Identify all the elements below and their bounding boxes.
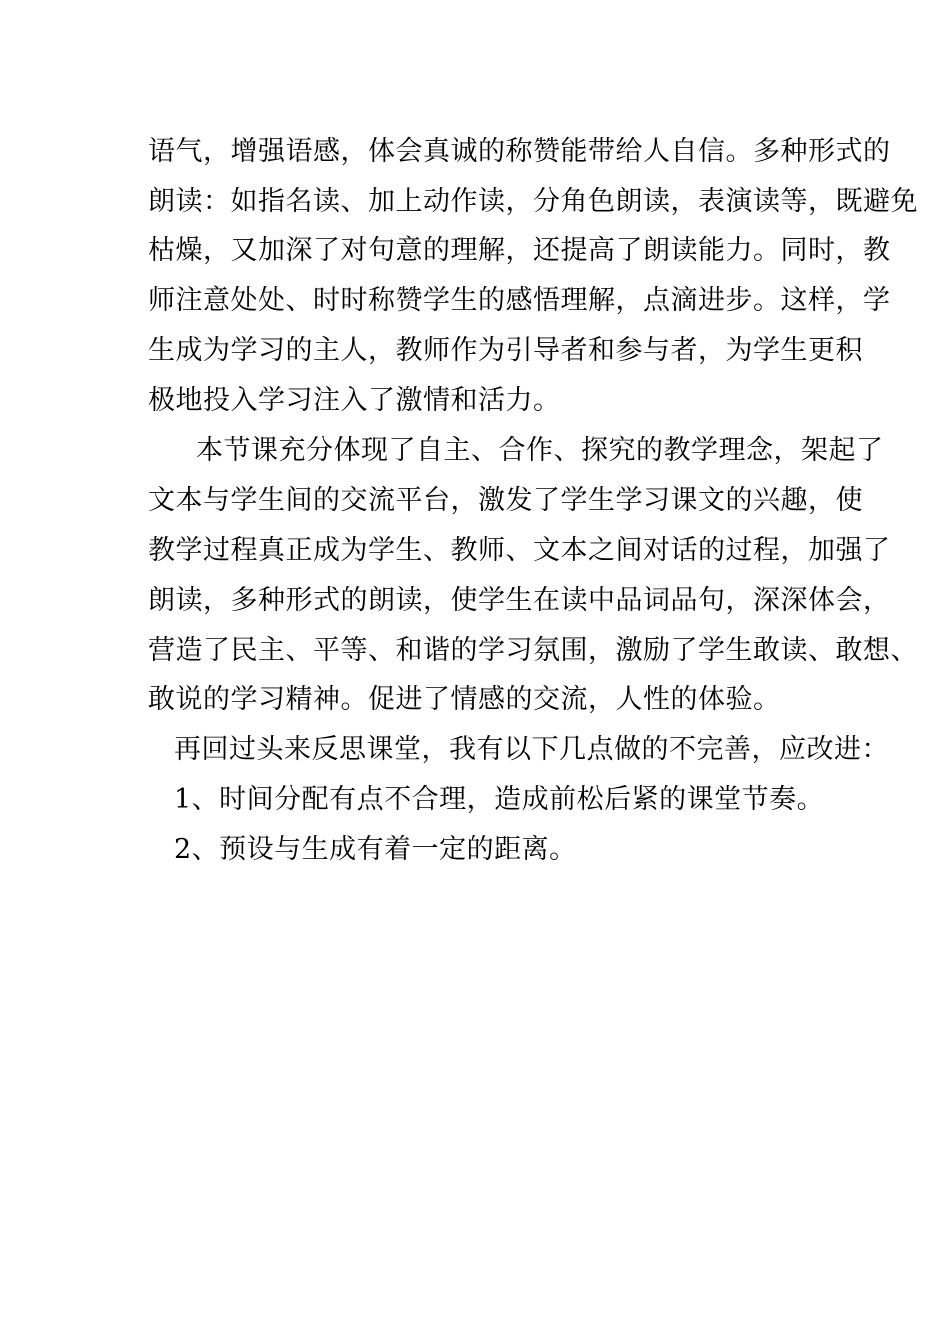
paragraph-1-line-6: 极地投入学习注入了激情和活力。 xyxy=(148,385,561,416)
paragraph-2-line-2: 文本与学生间的交流平台，激发了学生学习课文的兴趣，使 xyxy=(148,485,863,516)
paragraph-1-line-3: 枯燥，又加深了对句意的理解，还提高了朗读能力。同时，教 xyxy=(148,235,891,266)
improvement-item-2: 2、预设与生成有着一定的距离。 xyxy=(174,834,577,865)
paragraph-1-line-4: 师注意处处、时时称赞学生的感悟理解，点滴进步。这样，学 xyxy=(148,285,891,316)
paragraph-2-line-5: 营造了民主、平等、和谐的学习氛围，激励了学生敢读、敢想、 xyxy=(148,635,918,666)
paragraph-2-line-1: 本节课充分体现了自主、合作、探究的教学理念，架起了 xyxy=(196,435,884,466)
paragraph-1-line-2: 朗读：如指名读、加上动作读，分角色朗读，表演读等，既避免 xyxy=(148,186,918,217)
paragraph-2-line-6: 敢说的学习精神。促进了情感的交流，人性的体验。 xyxy=(148,684,781,715)
reflection-intro: 再回过头来反思课堂，我有以下几点做的不完善，应改进： xyxy=(174,734,889,765)
paragraph-2-line-3: 教学过程真正成为学生、教师、文本之间对话的过程，加强了 xyxy=(148,535,891,566)
paragraph-1-line-5: 生成为学习的主人，教师作为引导者和参与者，为学生更积 xyxy=(148,335,863,366)
paragraph-2-line-4: 朗读，多种形式的朗读，使学生在读中品词品句，深深体会， xyxy=(148,585,891,616)
paragraph-1-line-1: 语气，增强语感，体会真诚的称赞能带给人自信。多种形式的 xyxy=(148,136,891,167)
improvement-item-1: 1、时间分配有点不合理，造成前松后紧的课堂节奏。 xyxy=(174,784,825,815)
